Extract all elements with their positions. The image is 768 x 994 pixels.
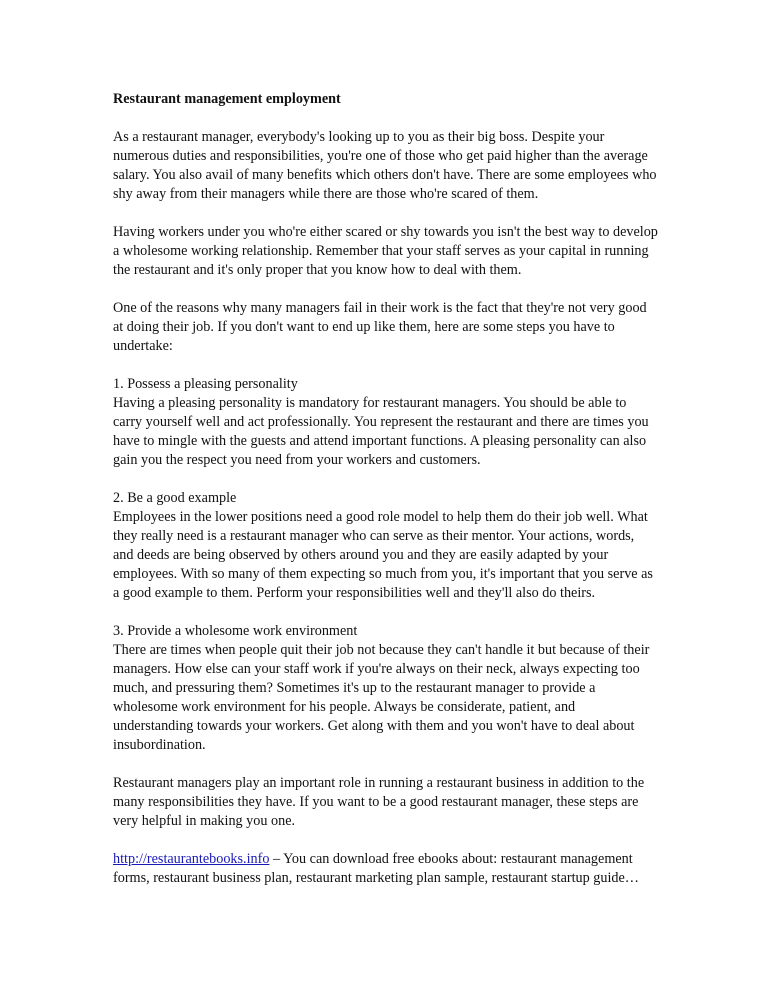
step-section [113, 622, 658, 755]
step-section [113, 375, 658, 470]
closing-paragraph: Restaurant managers play an important role in running a restaurant business in addition to the many responsibilities they have. If you want to be a good restaurant manager, these steps are very helpful in making you one. [113, 775, 645, 829]
step-section [113, 489, 658, 603]
footer-paragraph [113, 850, 658, 888]
body-paragraph: Having workers under you who're either scared or shy towards you isn't the best way to develop a wholesome working relationship. Remember that your staff serves as your capital in running the restaurant and it's only proper that you know how to deal with them. [113, 224, 658, 278]
step-heading: 1. Possess a pleasing personality [113, 376, 298, 392]
intro-paragraph: As a restaurant manager, everybody's looking up to you as their big boss. Despite your numerous duties and responsibilities, you're one of those who get paid higher than the average salary. You also avail of many benefits which others don't have. There are some employees who shy away from their managers while there are those who're scared of them. [113, 129, 657, 202]
step-heading: 2. Be a good example [113, 490, 237, 506]
footer-text: – You can download free ebooks about: restaurant management forms, restaurant business plan, restaurant marketing plan sample, restaurant startup guide… [113, 851, 639, 886]
body-paragraph: One of the reasons why many managers fail in their work is the fact that they're not very good at doing their job. If you don't want to end up like them, here are some steps you have to undertake: [113, 300, 647, 354]
step-heading: 3. Provide a wholesome work environment [113, 623, 358, 639]
step-body: Employees in the lower positions need a good role model to help them do their job well. What they really need is a restaurant manager who can serve as their mentor. Your actions, words, and deeds are being observed by others around you and they are easily adapted by your employees. With so many of them expecting so much from you, it's important that you serve as a good example to them. Perform your responsibilities well and they'll also do theirs. [113, 509, 653, 601]
step-body: There are times when people quit their job not because they can't handle it but because of their managers. How else can your staff work if you're always on their neck, always expecting too much, and pressuring them? Sometimes it's up to the restaurant manager to provide a wholesome work environment for his people. Always be considerate, patient, and understanding towards your workers. Get along with them and you won't have to deal about insubordination. [113, 642, 650, 753]
step-body: Having a pleasing personality is mandatory for restaurant managers. You should be able to carry yourself well and act professionally. You represent the restaurant and there are times you have to mingle with the guests and attend important functions. A pleasing personality can also gain you the respect you need from your workers and customers. [113, 395, 649, 468]
website-link[interactable]: http://restaurantebooks.info [113, 851, 270, 867]
document-body [113, 90, 658, 907]
document-title: Restaurant management employment [113, 91, 341, 107]
